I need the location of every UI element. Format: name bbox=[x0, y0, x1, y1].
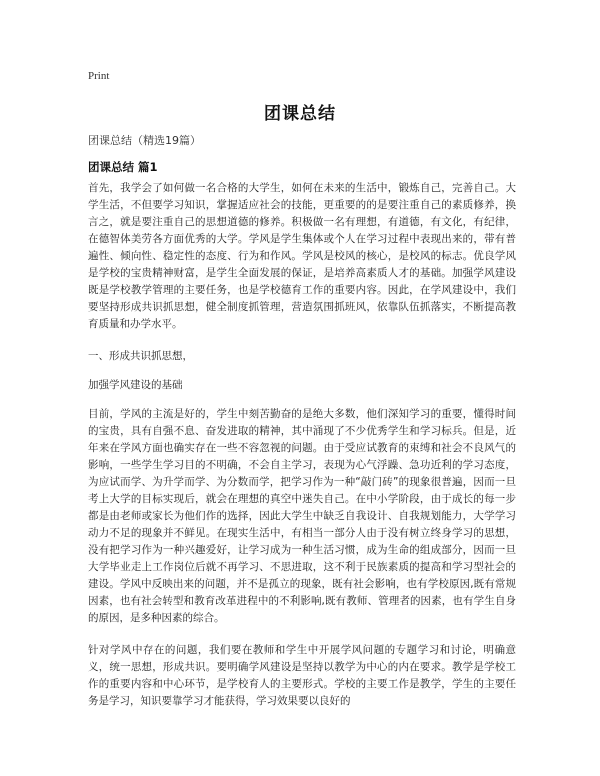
document-subtitle: 团课总结（精选19篇） bbox=[88, 134, 201, 147]
page-title: 团课总结 bbox=[264, 104, 336, 124]
section-heading: 团课总结 篇1 bbox=[88, 160, 158, 174]
subheading: 一、形成共识抓思想， bbox=[88, 350, 193, 362]
body-paragraph: 首先，我学会了如何做一名合格的大学生，如何在未来的生活中，锻炼自己，完善自己。大学生活，不但要学习知识，掌握适应社会的技能，更重要的的是要注重自己的素质修养，换言之，就是要注重自己的思想道德的修养。积极做一名有理想，有道德，有文化，有纪律，在德智体美劳各方面优秀的大学。学风是学生集体或个人在学习过程中表现出来的，带有普遍性、倾向性、稳定性的态度、行为和作风。学风是校风的核心，是校风的标志。优良学风是学校的宝贵精神财富，是学生全面发展的保证，是培养高素质人才的基础。加强学风建设既是学校教学管理的主要任务，也是学校德育工作的重要内容。因此，在学风建设中，我们要坚持形成共识抓思想，健全制度抓管理，营造氛围抓班风，依靠队伍抓落实，不断提高教育质量和办学水平。 bbox=[88, 182, 516, 330]
document-body bbox=[88, 180, 516, 710]
body-paragraph: 目前，学风的主流是好的，学生中刻苦勤奋的是绝大多数，他们深知学习的重要，懂得时间的宝贵，具有自强不息、奋发进取的精神，其中涌现了不少优秀学生和学习标兵。但是，近年来在学风方面也确实存在一些不容忽视的问题。由于受应试教育的束缚和社会不良风气的影响，一些学生学习目的不明确，不会自主学习，表现为心气浮躁、急功近利的学习态度，为应试而学、为升学而学、为分数而学，把学习作为一种“敲门砖”的现象很普遍，因而一旦考上大学的目标实现后，就会在理想的真空中迷失自己。在中小学阶段，由于成长的每一步都是由老师或家长为他们作的选择，因此大学生中缺乏自我设计、自我规划能力，大学学习动力不足的现象并不鲜见。在现实生活中，有相当一部分人由于没有树立终身学习的思想，没有把学习作为一种兴趣爱好，让学习成为一种生活习惯，成为生命的组成部分，因而一旦大学毕业走上工作岗位后就不再学习、不思进取，这不利于民族素质的提高和学习型社会的建设。学风中反映出来的问题，并不是孤立的现象，既有社会影响，也有学校原因,既有常规因素，也有社会转型和教育改革进程中的不利影响,既有教师、管理者的因素，也有学生自身的原因，是多种因素的综合。 bbox=[88, 408, 516, 624]
subheading: 加强学风建设的基础 bbox=[88, 379, 183, 391]
body-paragraph: 针对学风中存在的问题，我们要在教师和学生中开展学风问题的专题学习和讨论，明确意义，统一思想，形成共识。要明确学风建设是坚持以教学为中心的内在要求。教学是学校工作的重要内容和中心环节，是学校育人的主要形式。学校的主要工作是教学，学生的主要任务是学习，知识要靠学习才能获得，学习效果要以良好的 bbox=[88, 644, 516, 707]
print-label: Print bbox=[88, 70, 110, 82]
